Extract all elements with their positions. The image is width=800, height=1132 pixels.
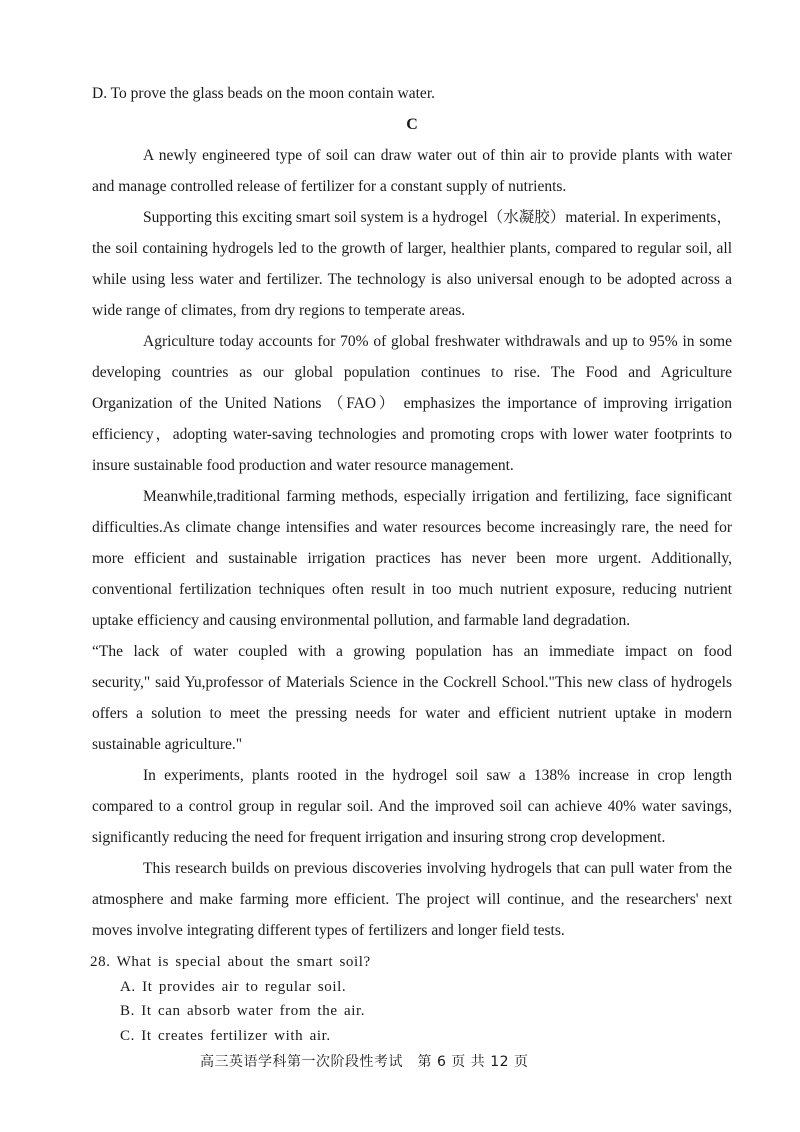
option-b: B. It can absorb water from the air. — [120, 1003, 366, 1020]
text-line: This research builds on previous discoveries involving hydrogels that can pull water from the — [143, 860, 732, 877]
text-line: Organization of the United Nations （FAO） emphasizes the importance of improving irrigation — [92, 395, 732, 412]
text-line: wide range of climates, from dry regions to temperate areas. — [92, 302, 466, 319]
text-line: “The lack of water coupled with a growing population has an immediate impact on food — [92, 643, 732, 660]
paragraph — [92, 326, 732, 481]
paragraph — [92, 760, 732, 853]
option-a: A. It provides air to regular soil. — [120, 978, 347, 995]
option-c: C. It creates fertilizer with air. — [120, 1027, 331, 1044]
text-line: A newly engineered type of soil can draw water out of thin air to provide plants with water — [143, 147, 732, 164]
page-footer: 高三英语学科第一次阶段性考试 第 6 页 共 12 页 — [200, 1054, 529, 1070]
text-line: developing countries as our global population continues to rise. The Food and Agriculture — [92, 364, 732, 381]
previous-question-option-d: D. To prove the glass beads on the moon contain water. — [92, 85, 435, 102]
question-stem: 28. What is special about the smart soil? — [90, 954, 371, 970]
text-line: and manage controlled release of fertilizer for a constant supply of nutrients. — [92, 178, 567, 195]
text-line: difficulties.As climate change intensifies and water resources become increasingly rare, the need for — [92, 519, 732, 536]
text-line: insure sustainable food production and water resource management. — [92, 457, 514, 474]
question-28 — [90, 950, 371, 1048]
text-line: offers a solution to meet the pressing needs for water and efficient nutrient uptake in modern — [92, 705, 732, 722]
text-line: Agriculture today accounts for 70% of global freshwater withdrawals and up to 95% in some — [143, 333, 732, 350]
text-line: efficiency，adopting water-saving technologies and promoting crops with lower water footprints to — [92, 426, 732, 443]
text-line: while using less water and fertilizer. The technology is also universal enough to be adopted across a — [92, 271, 732, 288]
reading-passage — [92, 78, 732, 946]
paragraph — [92, 140, 732, 202]
passage-body — [92, 140, 732, 946]
text-line: moves involve integrating different types of fertilizers and longer field tests. — [92, 922, 565, 939]
paragraph — [92, 636, 732, 760]
text-line: Supporting this exciting smart soil system is a hydrogel（水凝胶）material. In experiments， — [143, 209, 732, 226]
text-line: In experiments, plants rooted in the hydrogel soil saw a 138% increase in crop length — [143, 767, 732, 784]
text-line: compared to a control group in regular soil. And the improved soil can achieve 40% water savings, — [92, 798, 732, 815]
text-line: conventional fertilization techniques often result in too much nutrient exposure, reducing nutrient — [92, 581, 732, 598]
paragraph — [92, 202, 732, 326]
text-line: sustainable agriculture." — [92, 736, 243, 753]
text-line: uptake efficiency and causing environmental pollution, and farmable land degradation. — [92, 612, 631, 629]
text-line: atmosphere and make farming more efficient. The project will continue, and the researchers' next — [92, 891, 732, 908]
text-line: security," said Yu,professor of Materials Science in the Cockrell School."This new class of hydrogels — [92, 674, 732, 691]
paragraph — [92, 481, 732, 636]
text-line: significantly reducing the need for frequent irrigation and insuring strong crop development. — [92, 829, 666, 846]
paragraph — [92, 853, 732, 946]
text-line: Meanwhile,traditional farming methods, especially irrigation and fertilizing, face significant — [143, 488, 732, 505]
section-title: C — [406, 116, 418, 133]
text-line: the soil containing hydrogels led to the growth of larger, healthier plants, compared to regular soil, all — [92, 240, 732, 257]
text-line: more efficient and sustainable irrigation practices has never been more urgent. Additionally, — [92, 550, 732, 567]
